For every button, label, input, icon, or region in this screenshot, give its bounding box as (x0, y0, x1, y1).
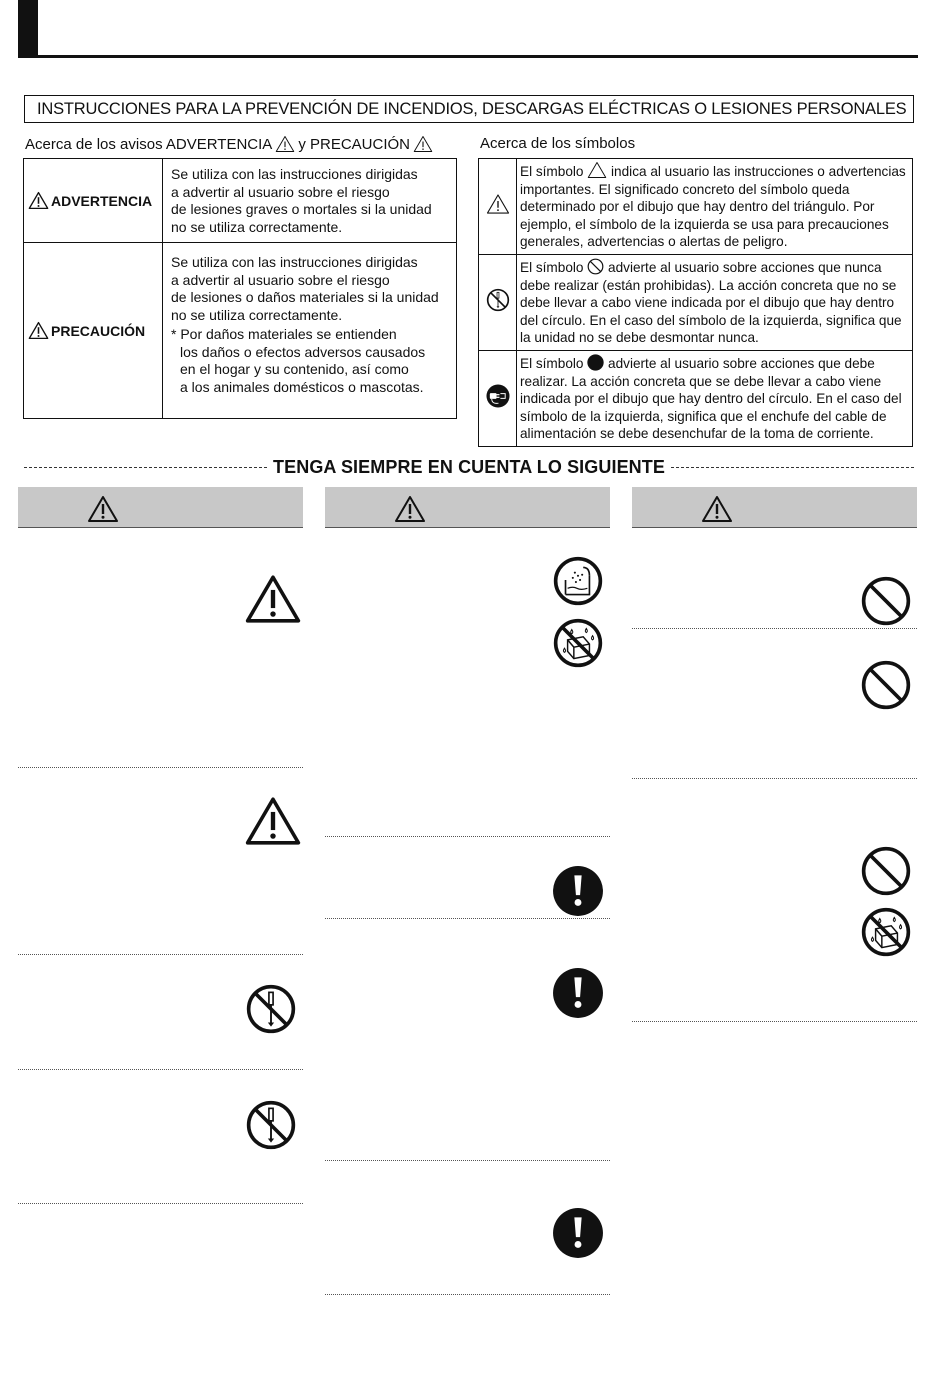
warning-triangle-icon (28, 191, 49, 210)
symbols-heading (480, 135, 635, 152)
symbols-heading-text: Acerca de los símbolos (480, 135, 636, 152)
top-rule (18, 55, 918, 58)
text-line: importantes. El significado concreto del símbolo queda (520, 181, 850, 197)
text-line: a advertir al usuario sobre el riesgo (171, 271, 390, 288)
item-separator (18, 1069, 303, 1070)
warnings-heading-mid: y PRECAUCIÓN (298, 135, 411, 153)
page-title (24, 95, 914, 123)
warning-row-advertencia (24, 159, 457, 243)
note-line: * Por daños materiales se entienden (171, 326, 397, 342)
corner-block (18, 0, 38, 58)
note-line: en el hogar y su contenido, así como (180, 361, 409, 377)
warning-triangle-icon (413, 135, 433, 153)
text-line: determinado por el dibujo que hay dentro del triángulo. Por (520, 199, 875, 215)
banner-text: TENGA SIEMPRE EN CUENTA LO SIGUIENTE (273, 456, 665, 477)
symbol-icon-cell (479, 159, 517, 255)
symbol-description (517, 159, 913, 255)
column-header-1 (18, 487, 303, 528)
prohibited-icon (860, 575, 912, 627)
warnings-heading (25, 135, 433, 153)
symbol-word: El símbolo (520, 164, 584, 179)
no-disassemble-icon (245, 1099, 297, 1151)
item-separator (325, 836, 610, 837)
column-header-3 (632, 487, 917, 528)
text-line: no se utiliza correctamente. (171, 218, 343, 235)
warning-triangle-icon (394, 495, 426, 523)
prohibited-icon (860, 659, 912, 711)
item-separator (18, 1203, 303, 1204)
symbol-description (517, 350, 913, 446)
text-line: Se utiliza con las instrucciones dirigidas (171, 254, 418, 270)
item-separator (325, 1160, 610, 1161)
warning-label: ADVERTENCIA (51, 192, 153, 209)
text-line: de lesiones o daños materiales si la unidad (171, 289, 439, 305)
text-line: símbolo de la izquierda, significa que el enchufe del cable de (520, 408, 887, 424)
mandatory-icon (552, 967, 604, 1019)
text-line: debe llevar a cabo viene indicada por el dibujo que hay dentro (520, 295, 895, 311)
warning-label-cell (24, 159, 163, 243)
symbol-word: El símbolo (520, 260, 584, 275)
no-wet-icon (860, 906, 912, 958)
warning-triangle-icon (244, 573, 302, 625)
no-wet-icon (552, 617, 604, 669)
no-disassemble-icon (245, 983, 297, 1035)
no-water-icon (552, 555, 604, 607)
item-separator (18, 767, 303, 768)
symbol-word: El símbolo (520, 355, 584, 371)
text-line: de lesiones graves o mortales si la unidad (171, 201, 432, 217)
prohibited-icon (860, 845, 912, 897)
banner-dash-right (671, 467, 914, 468)
symbol-first-line: indica al usuario las instrucciones o advertencias (611, 164, 906, 179)
text-line (520, 354, 908, 373)
warning-triangle-icon (486, 192, 510, 216)
text-line: la unidad no se debe desmontar nunca. (520, 330, 759, 346)
warning-description (163, 159, 457, 243)
item-separator (18, 954, 303, 955)
item-separator (325, 1294, 610, 1295)
page-title-text: INSTRUCCIONES PARA LA PREVENCIÓN DE INCENDIOS, DESCARGAS ELÉCTRICAS O LESIONES PERSONALES (37, 99, 907, 118)
symbol-first-line: advierte al usuario sobre acciones que nunca (608, 260, 882, 275)
note-line: los daños o efectos adversos causados (180, 343, 426, 360)
mandatory-icon (552, 865, 604, 917)
symbol-first-line: advierte al usuario sobre acciones que debe (608, 355, 875, 371)
text-line: del círculo. En el caso del símbolo de la izquierda, significa que (520, 312, 902, 328)
symbol-icon-cell (479, 255, 517, 351)
symbol-row-prohibited (479, 255, 913, 351)
text-line: Se utiliza con las instrucciones dirigidas (171, 166, 418, 182)
caution-description (163, 243, 457, 419)
prohibited-icon (587, 258, 604, 275)
item-separator (632, 778, 917, 779)
symbols-table (478, 158, 913, 447)
text-line (520, 161, 908, 181)
no-disassemble-icon (486, 288, 510, 312)
text-line: a advertir al usuario sobre el riesgo (171, 183, 390, 200)
warning-triangle-icon (28, 321, 49, 340)
text-line: alimentación se debe desenchufar de la toma de corriente. (520, 426, 874, 442)
text-line: indicada por el dibujo que hay dentro del círculo. En el caso del (520, 391, 902, 407)
symbol-row-triangle (479, 159, 913, 255)
filled-circle-icon (587, 354, 604, 371)
text-line: debe realizar (están prohibidas). La acción concreta que no se (520, 277, 897, 293)
warning-triangle-icon (701, 495, 733, 523)
mandatory-icon (552, 1207, 604, 1259)
always-observe-banner (24, 456, 914, 478)
warning-row-precaucion (24, 243, 457, 419)
text-line: ejemplo, el símbolo de la izquierda se usa para precauciones (520, 216, 889, 232)
item-separator (632, 1021, 917, 1022)
warning-triangle-icon (244, 795, 302, 847)
text-line: no se utiliza correctamente. (171, 306, 343, 323)
column-header-2 (325, 487, 610, 528)
item-separator (325, 918, 610, 919)
banner-dash-left (24, 467, 267, 468)
text-line: generales, advertencias o alertas de peligro. (520, 234, 788, 250)
warnings-table (23, 158, 457, 419)
warning-triangle-icon (87, 495, 119, 523)
symbol-row-mandatory (479, 350, 913, 446)
caution-label: PRECAUCIÓN (51, 322, 146, 339)
text-line: realizar. La acción concreta que se debe llevar a cabo viene (520, 373, 882, 389)
symbol-description (517, 255, 913, 351)
caution-note (171, 326, 450, 396)
symbol-icon-cell (479, 350, 517, 446)
item-separator (632, 628, 917, 629)
warnings-heading-prefix: Acerca de los avisos ADVERTENCIA (25, 135, 273, 153)
note-line: a los animales domésticos o mascotas. (180, 378, 424, 395)
warning-label-cell (24, 243, 163, 419)
text-line (520, 258, 908, 277)
warning-triangle-icon (275, 135, 295, 153)
hollow-triangle-icon (587, 161, 607, 179)
unplug-icon (486, 384, 510, 408)
